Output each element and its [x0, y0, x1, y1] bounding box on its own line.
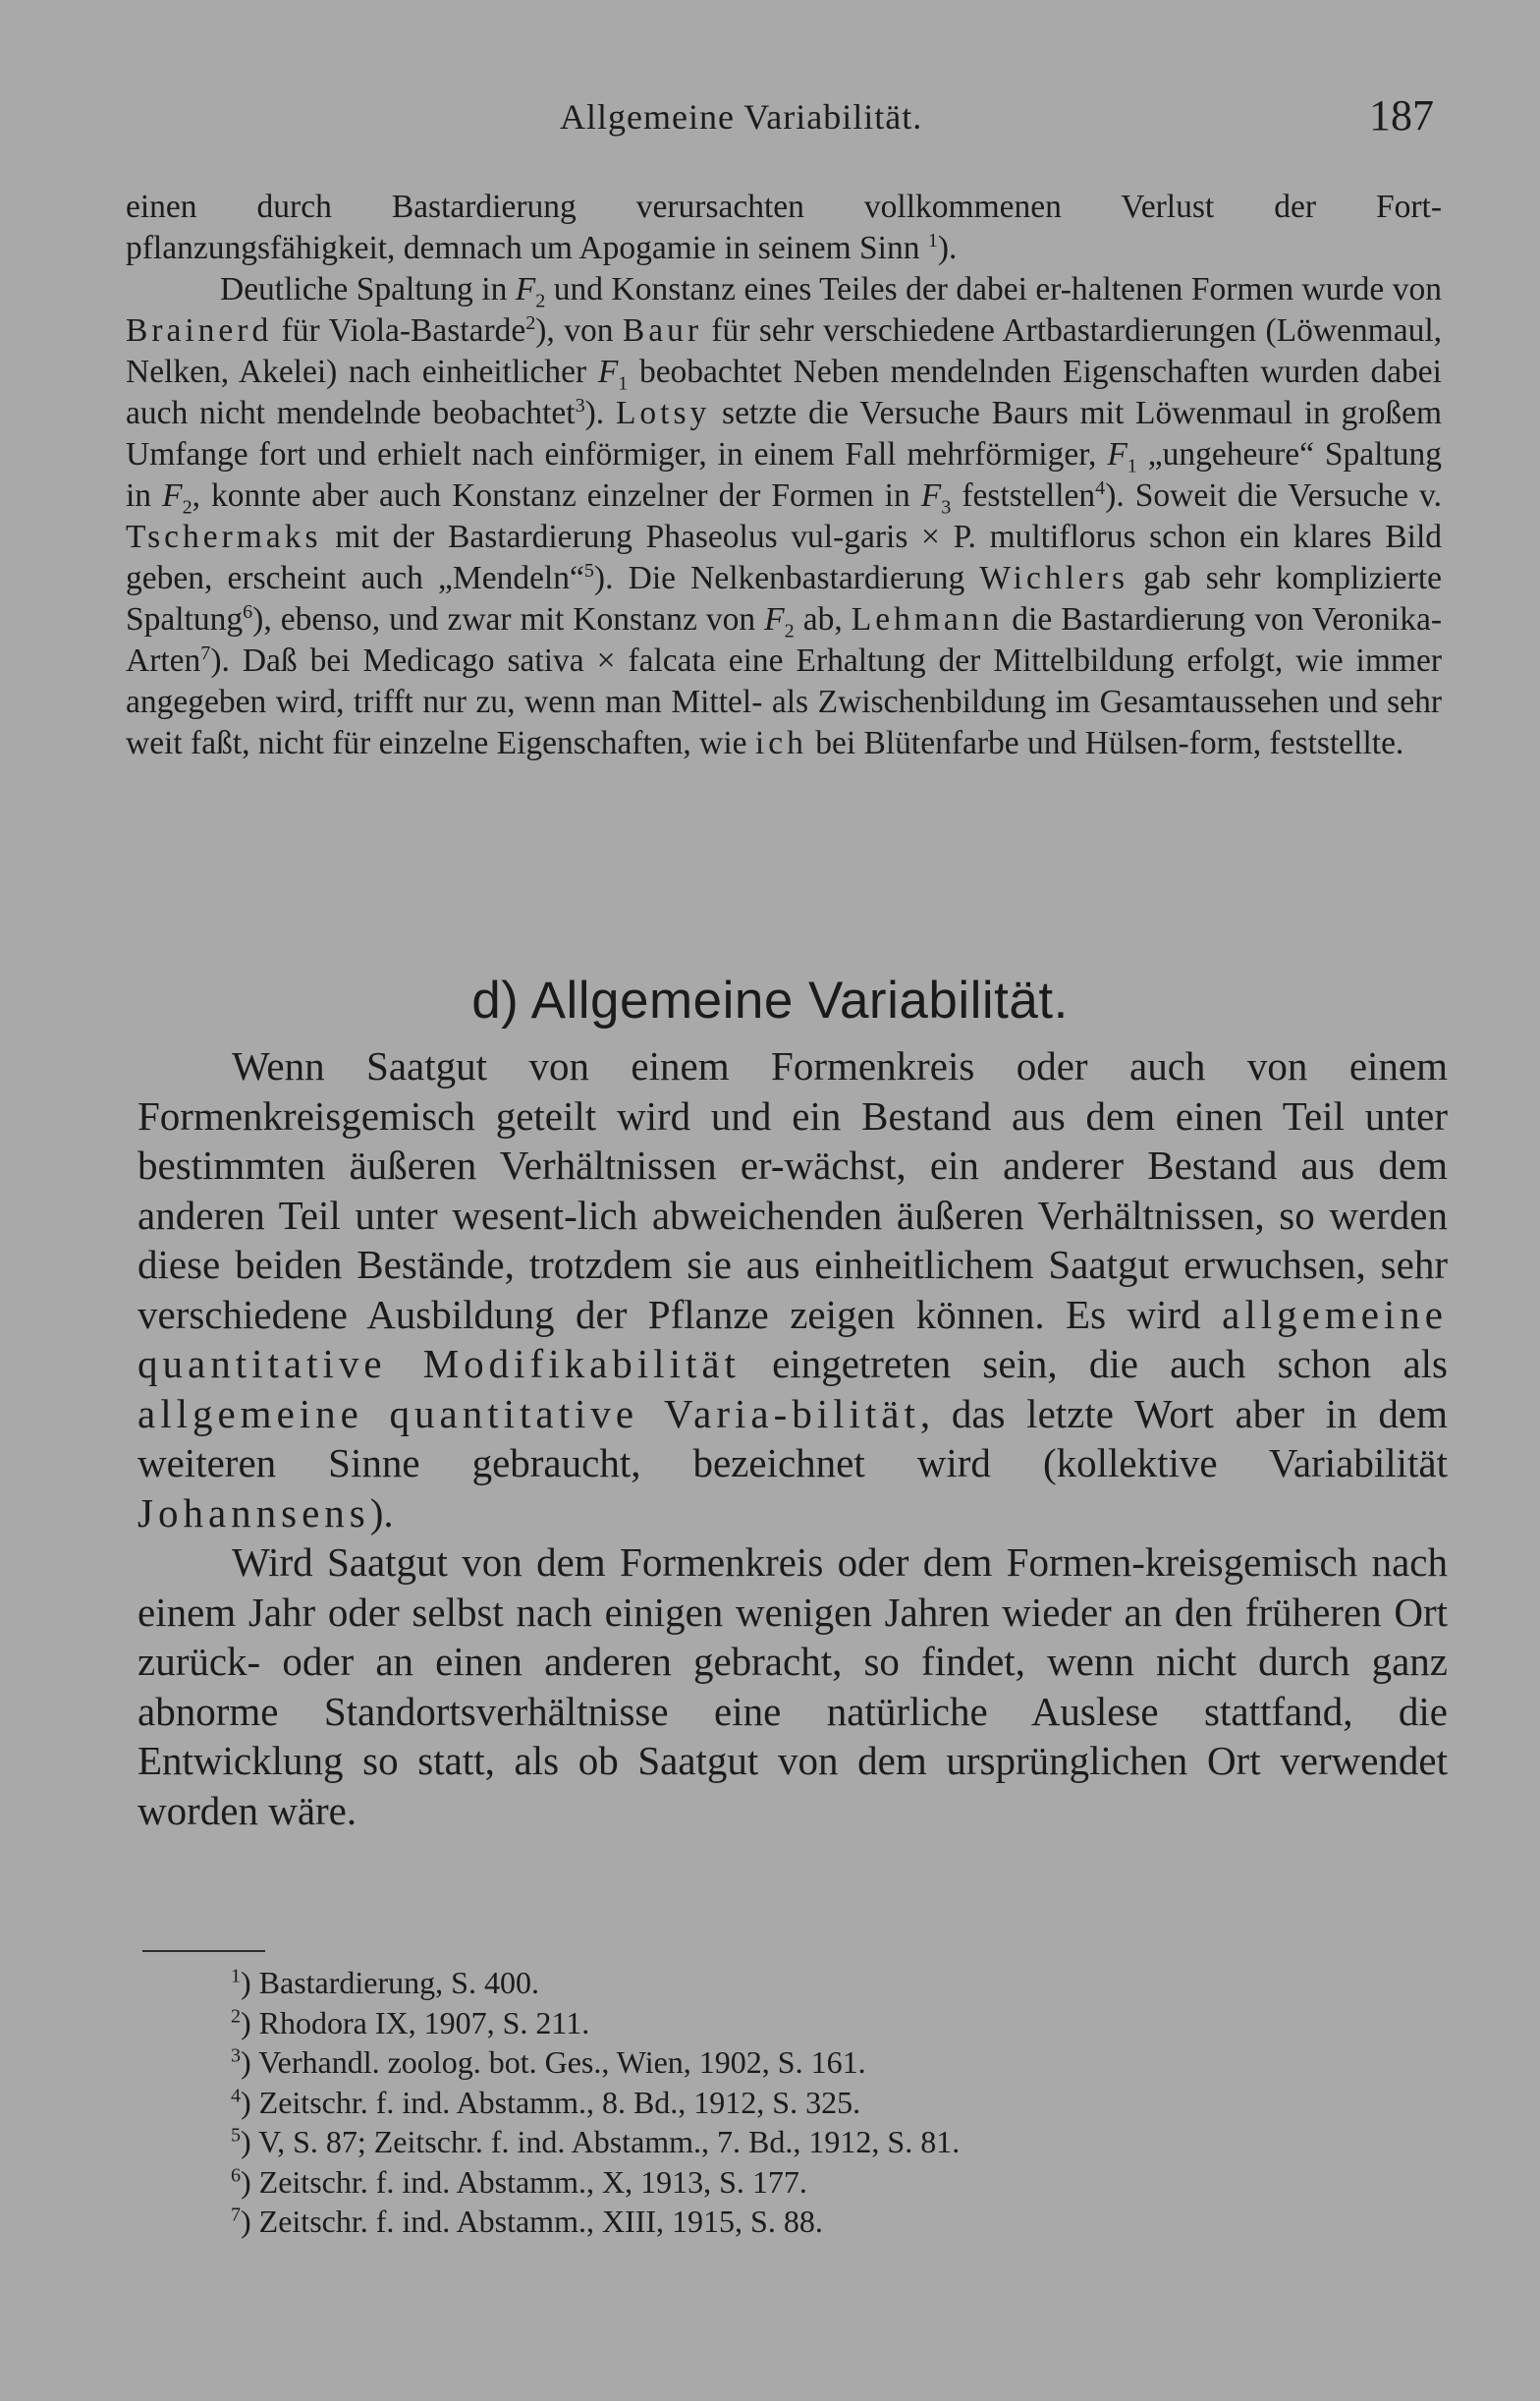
footnote-4: $^4$) Zeitschr. f. ind. Abstamm., 8. Bd., 1912, S. 325.	[231, 2084, 861, 2120]
paragraph-continuation: einen durch Bastardierung verursachten vollkommenen Verlust der Fort-	[126, 189, 1442, 225]
author-name: Johannsens	[138, 1489, 370, 1536]
footnote-ref: 4	[1095, 476, 1106, 499]
emphasis: ich	[754, 725, 807, 761]
footnote-ref: 7	[200, 642, 211, 664]
footnote-ref: 2	[525, 311, 536, 334]
footnote-ref: 5	[583, 559, 594, 582]
author-name: Baur	[622, 312, 702, 349]
author-name: Wichlers	[979, 560, 1128, 596]
paragraph-hybridization: Deutliche Spaltung in $F_2$ und Konstanz eines Teiles der dabei er-haltenen Formen wurde von Brainerd für Viola-Bastarde$^2$), von Baur für sehr verschiedene Artbastardierungen (Löwenmaul, Nelken, Akelei) nach einheitlicher $F_1$ beobachtet Neben mendelnden Eigenschaften wurden dabei auch nicht mendelnde beobachtet$^3$). Lotsy setzte die Versuche Baurs mit Löwenmaul in großem Umfange fort und erhielt nach einförmiger, in einem Fall mehrförmiger, $F_1$ „ungeheure“ Spaltung in $F_2$, konnte aber auch Konstanz einzelner der Formen in $F_3$ feststellen$^4$). Soweit die Versuche v. Tschermaks mit der Bastardierung Phaseolus vul-garis × P. multiflorus schon ein klares Bild geben, erscheint auch „Mendeln“$^5$). Die Nelkenbastardierung Wichlers gab sehr komplizierte Spaltung$^6$), ebenso, und zwar mit Konstanz von $F_2$ ab, Lehmann die Bastardierung von Veronika-Arten$^7$). Daß bei Medicago sativa × falcata eine Erhaltung der Mittelbildung erfolgt, wie immer angegeben wird, trifft nur zu, wenn man Mittel- als Zwischenbildung im Gesamtaussehen und sehr weit faßt, nicht für einzelne Eigenschaften, wie ich bei Blütenfarbe und Hülsen-form, feststellte.	[126, 271, 1442, 761]
spaced-term: allgemeine quantitative Varia-bilität	[138, 1390, 920, 1436]
footnotes	[231, 1963, 1311, 2242]
paragraph-return: Wird Saatgut von dem Formenkreis oder dem Formen-kreisgemisch nach einem Jahr oder selbst nach einigen wenigen Jahren wieder an den früheren Ort zurück- oder an einen anderen gebracht, so findet, wenn nicht durch ganz abnorme Standortsverhältnisse eine natürliche Auslese stattfand, die Entwicklung so statt, als ob Saatgut von dem ursprünglichen Ort verwendet worden wäre.	[138, 1539, 1448, 1833]
author-name: Lotsy	[615, 395, 711, 431]
footnote-ref: 6	[243, 600, 253, 623]
footnote-3: $^3$) Verhandl. zoolog. bot. Ges., Wien, 1902, S. 161.	[231, 2044, 866, 2080]
footnote-ref: 1	[927, 229, 938, 251]
page-number: 187	[1369, 91, 1434, 140]
upper-text-block	[126, 187, 1442, 764]
footnote-7: $^7$) Zeitschr. f. ind. Abstamm., XIII, 1915, S. 88.	[231, 2204, 823, 2239]
spaced-term: allgemeine quantitative Modifikabilität	[138, 1291, 1448, 1386]
lower-text-block	[138, 1041, 1448, 1835]
footnote-6: $^6$) Zeitschr. f. ind. Abstamm., X, 1913, S. 177.	[231, 2163, 807, 2200]
author-name: Tschermaks	[126, 519, 322, 555]
author-name: Brainerd	[126, 312, 273, 349]
paragraph-variability: Wenn Saatgut von einem Formenkreis oder auch von einem Formenkreisgemisch geteilt wird und ein Bestand aus dem einen Teil unter bestimmten äußeren Verhältnissen er-wächst, ein anderer Bestand aus dem anderen Teil unter wesent-lich abweichenden äußeren Verhältnissen, so werden diese beiden Bestände, trotzdem sie aus einheitlichem Saatgut erwuchsen, sehr verschiedene Ausbildung der Pflanze zeigen können. Es wird allgemeine quantitative Modifikabilität eingetreten sein, die auch schon als allgemeine quantitative Varia-bilität, das letzte Wort aber in dem weiteren Sinne gebraucht, bezeichnet wird (kollektive Variabilität Johannsens).	[138, 1043, 1448, 1536]
footnote-2: $^2$) Rhodora IX, 1907, S. 211.	[231, 2004, 590, 2040]
footnote-1: $^1$) Bastardierung, S. 400.	[231, 1965, 539, 2000]
footnote-divider	[142, 1950, 265, 1952]
footnote-ref: 3	[575, 394, 585, 417]
running-title: Allgemeine Variabilität.	[560, 97, 923, 137]
paragraph-continuation-end: pflanzungsfähigkeit, demnach um Apogamie in seinem Sinn $^1$).	[126, 229, 958, 266]
footnote-5: $^5$) V, S. 87; Zeitschr. f. ind. Abstamm., 7. Bd., 1912, S. 81.	[231, 2124, 961, 2159]
section-heading: d) Allgemeine Variabilität.	[471, 972, 1069, 1030]
author-name: Lehmann	[851, 601, 1004, 638]
page-header	[128, 90, 1434, 149]
